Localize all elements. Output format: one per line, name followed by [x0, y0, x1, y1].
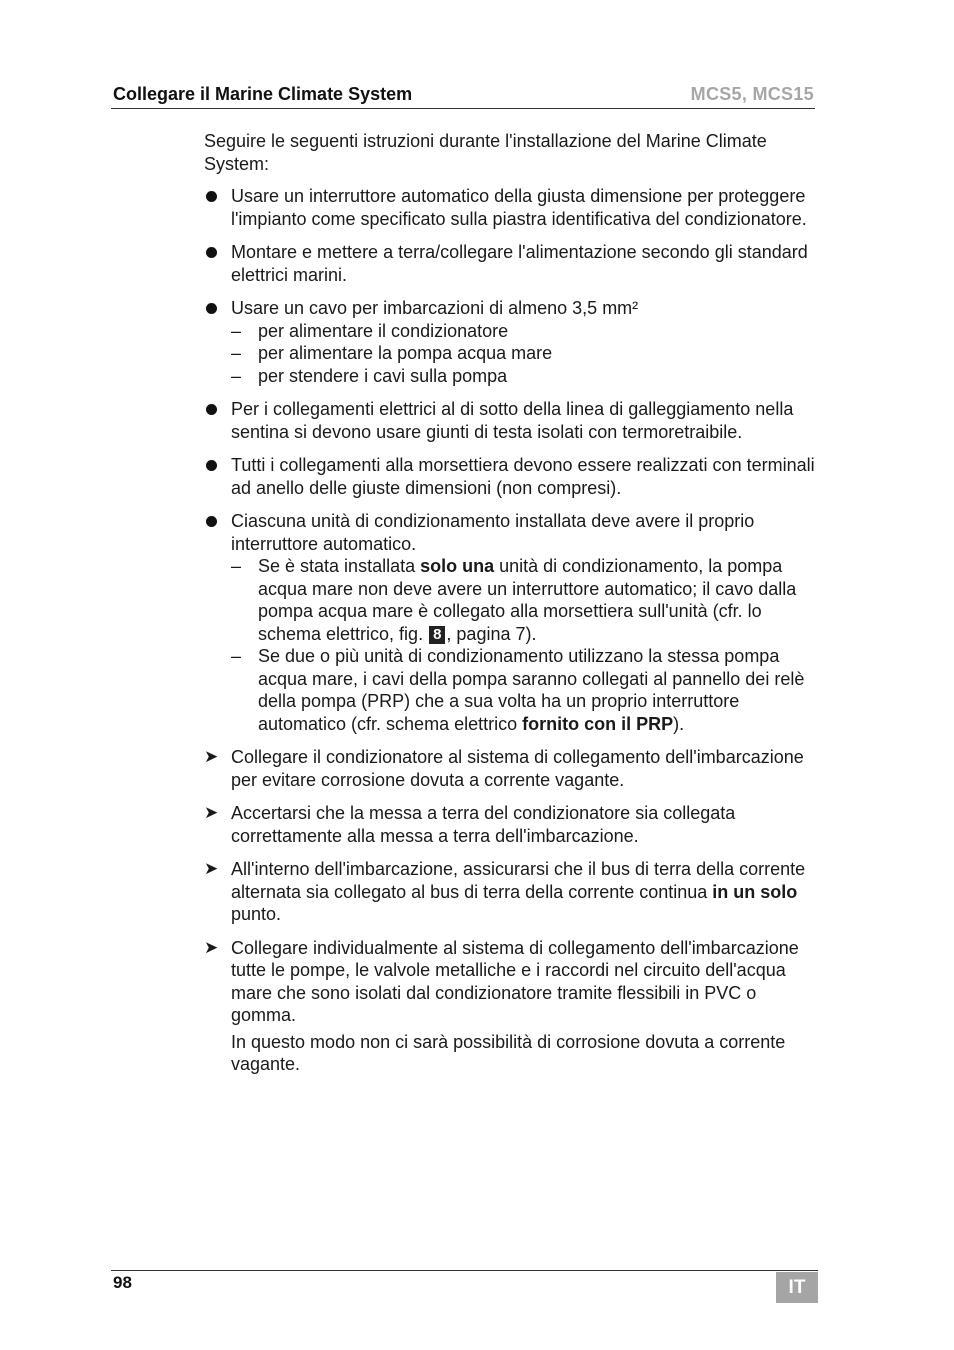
- bullet-icon: [206, 516, 217, 527]
- sub-item-text: per alimentare la pompa acqua mare: [258, 343, 553, 363]
- bullet-item: [204, 297, 818, 387]
- step-result-note: In questo modo non ci sarà possibilità di corrosione dovuta a corrente vagante.: [231, 1031, 786, 1074]
- dash-icon: –: [231, 320, 242, 341]
- bullet-item: [204, 454, 818, 499]
- step-item: [204, 937, 818, 1076]
- dash-icon: –: [231, 646, 242, 666]
- dash-icon: –: [231, 556, 242, 576]
- sub-item-text: Se è stata installata: [258, 556, 421, 576]
- arrow-icon: ➤: [204, 937, 219, 957]
- sub-item: [231, 342, 818, 365]
- header-divider: [111, 108, 815, 109]
- bullet-item: [204, 185, 818, 230]
- dash-icon: –: [231, 343, 242, 363]
- arrow-icon: ➤: [204, 859, 219, 878]
- bullet-text: Tutti i collegamenti alla morsettiera devono essere realizzati con terminali ad anello delle giuste dimensioni (non compresi).: [231, 455, 815, 498]
- language-badge: IT: [776, 1272, 818, 1303]
- footer-divider: [111, 1270, 818, 1271]
- sub-item: [231, 645, 818, 735]
- step-item: [204, 746, 818, 791]
- page-header-model: MCS5, MCS15: [690, 84, 814, 104]
- arrow-icon: ➤: [204, 747, 219, 766]
- emphasis-text: fornito con il PRP: [522, 713, 674, 734]
- sub-item: [231, 555, 818, 645]
- step-text: All'interno dell'imbarcazione, assicurarsi che il bus di terra della corrente alternata sia collegato al bus di terra della corrente continua: [231, 859, 806, 902]
- bullet-text: Per i collegamenti elettrici al di sotto della linea di galleggiamento nella sentina si devono usare giunti di testa isolati con termoretraibile.: [231, 399, 794, 442]
- emphasis-text: in un solo: [712, 881, 798, 902]
- bullet-text: Usare un interruttore automatico della giusta dimensione per proteggere l'impianto come specificato sulla piastra identificativa del condizionatore.: [231, 186, 807, 229]
- sub-item-text: per stendere i cavi sulla pompa: [258, 365, 508, 386]
- document-body: [204, 130, 818, 1087]
- bullet-text: Montare e mettere a terra/collegare l'alimentazione secondo gli standard elettrici marini.: [231, 242, 808, 285]
- bullet-icon: [206, 303, 217, 314]
- page-header-title: Collegare il Marine Climate System: [113, 84, 413, 104]
- intro-paragraph: Seguire le seguenti istruzioni durante l'installazione del Marine Climate System:: [204, 131, 767, 174]
- dash-icon: –: [231, 365, 242, 386]
- bullet-icon: [206, 247, 217, 258]
- sub-item-text: , pagina 7).: [446, 623, 537, 644]
- sub-item-text: Se due o più unità di condizionamento utilizzano la stessa pompa acqua mare, i cavi della pompa saranno collegati al pannello dei relè della pompa (PRP) che a sua volta ha un proprio interruttore automatico (cfr. schema elettrico: [258, 646, 805, 734]
- step-item: [204, 858, 818, 926]
- step-text: Collegare il condizionatore al sistema di collegamento dell'imbarcazione per evitare corrosione dovuta a corrente vagante.: [231, 747, 804, 790]
- step-text: Accertarsi che la messa a terra del condizionatore sia collegata correttamente alla messa a terra dell'imbarcazione.: [231, 803, 736, 846]
- bullet-text: Ciascuna unità di condizionamento installata deve avere il proprio interruttore automatico.: [231, 511, 755, 554]
- sub-item-text: ).: [673, 713, 685, 734]
- step-text: punto.: [231, 904, 282, 924]
- bullet-item: [204, 398, 818, 443]
- sub-item-text: unità di condizionamento, la pompa acqua mare non deve avere un interruttore automatico; il cavo dalla pompa acqua mare è collegato alla morsettiera sull'unità (cfr. lo schema elettrico, fig.: [258, 556, 797, 644]
- step-text: Collegare individualmente al sistema di collegamento dell'imbarcazione tutte le pompe, le valvole metalliche e i raccordi nel circuito dell'acqua mare che sono isolati dal condizionatore tramite flessibili in PVC o gomma.: [231, 937, 799, 1025]
- bullet-icon: [206, 460, 217, 471]
- sub-item: [231, 320, 818, 343]
- page-number: 98: [113, 1273, 132, 1292]
- bullet-icon: [206, 404, 217, 415]
- figure-reference-badge: 8: [429, 626, 445, 644]
- bullet-text: Usare un cavo per imbarcazioni di almeno 3,5 mm²: [231, 298, 639, 318]
- arrow-icon: ➤: [204, 803, 219, 822]
- sub-item-text: per alimentare il condizionatore: [258, 320, 509, 341]
- emphasis-text: solo una: [420, 556, 495, 576]
- bullet-icon: [206, 191, 217, 202]
- sub-item: [231, 365, 818, 388]
- bullet-item: [204, 241, 818, 286]
- bullet-item: [204, 510, 818, 735]
- step-item: [204, 802, 818, 847]
